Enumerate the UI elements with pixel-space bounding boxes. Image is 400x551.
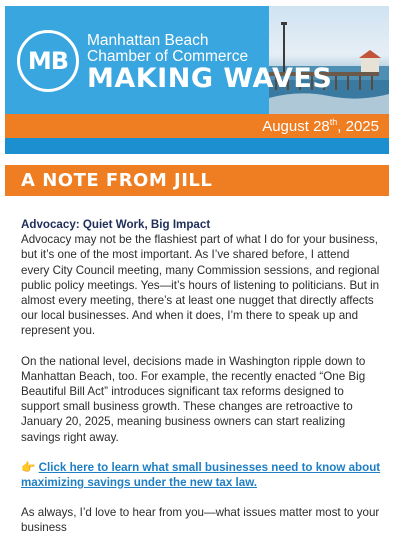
issue-date-year: , 2025 bbox=[337, 118, 379, 135]
logo-text: MB bbox=[27, 47, 69, 75]
paragraph-3: As always, I’d love to hear from you—what issues matter most to your business bbox=[21, 506, 380, 535]
cta-paragraph bbox=[21, 460, 381, 490]
date-bar bbox=[5, 114, 389, 138]
issue-date-main: August 28 bbox=[262, 118, 330, 135]
paragraph-1 bbox=[21, 217, 381, 339]
section-title: A NOTE FROM JILL bbox=[21, 170, 213, 191]
issue-date bbox=[262, 117, 379, 135]
decorative-strip bbox=[5, 138, 389, 154]
article-body bbox=[21, 217, 381, 551]
org-name-line2: Chamber of Commerce bbox=[87, 48, 249, 65]
pointing-hand-icon: 👉 bbox=[21, 460, 36, 474]
newsletter-title: MAKING WAVES bbox=[87, 63, 333, 94]
paragraph-2: On the national level, decisions made in Washington ripple down to Manhattan Beach, too. For example, the recently enacted “One Big Beautiful Bill Act” introduces significant tax reforms designed to support small business growth. These changes are retroactive to January 20, 2025, meaning business owners can start realizing savings right away. bbox=[21, 354, 366, 444]
pier-photo bbox=[269, 6, 389, 114]
header-banner bbox=[5, 6, 389, 114]
article-subhead: Advocacy: Quiet Work, Big Impact bbox=[21, 218, 211, 231]
chamber-logo bbox=[17, 30, 79, 92]
issue-date-suffix: th bbox=[329, 117, 338, 127]
paragraph-1-text: Advocacy may not be the flashiest part of what I do for your business, but it’s one of the most important. As I’ve shared before, I attend every City Council meeting, many Commission sessions, and regional public policy meetings. Yes—it’s hours of listening to politicians. But in almost every meeting, there’s at least one nugget that directly affects our local businesses. And when it does, I’m there to speak up and represent you. bbox=[21, 233, 380, 338]
pier-illustration bbox=[269, 6, 389, 114]
org-name-line1: Manhattan Beach bbox=[87, 32, 209, 49]
tax-law-link[interactable]: Click here to learn what small businesses need to know about maximizing savings under the new tax law. bbox=[21, 460, 381, 490]
section-header bbox=[5, 165, 389, 196]
